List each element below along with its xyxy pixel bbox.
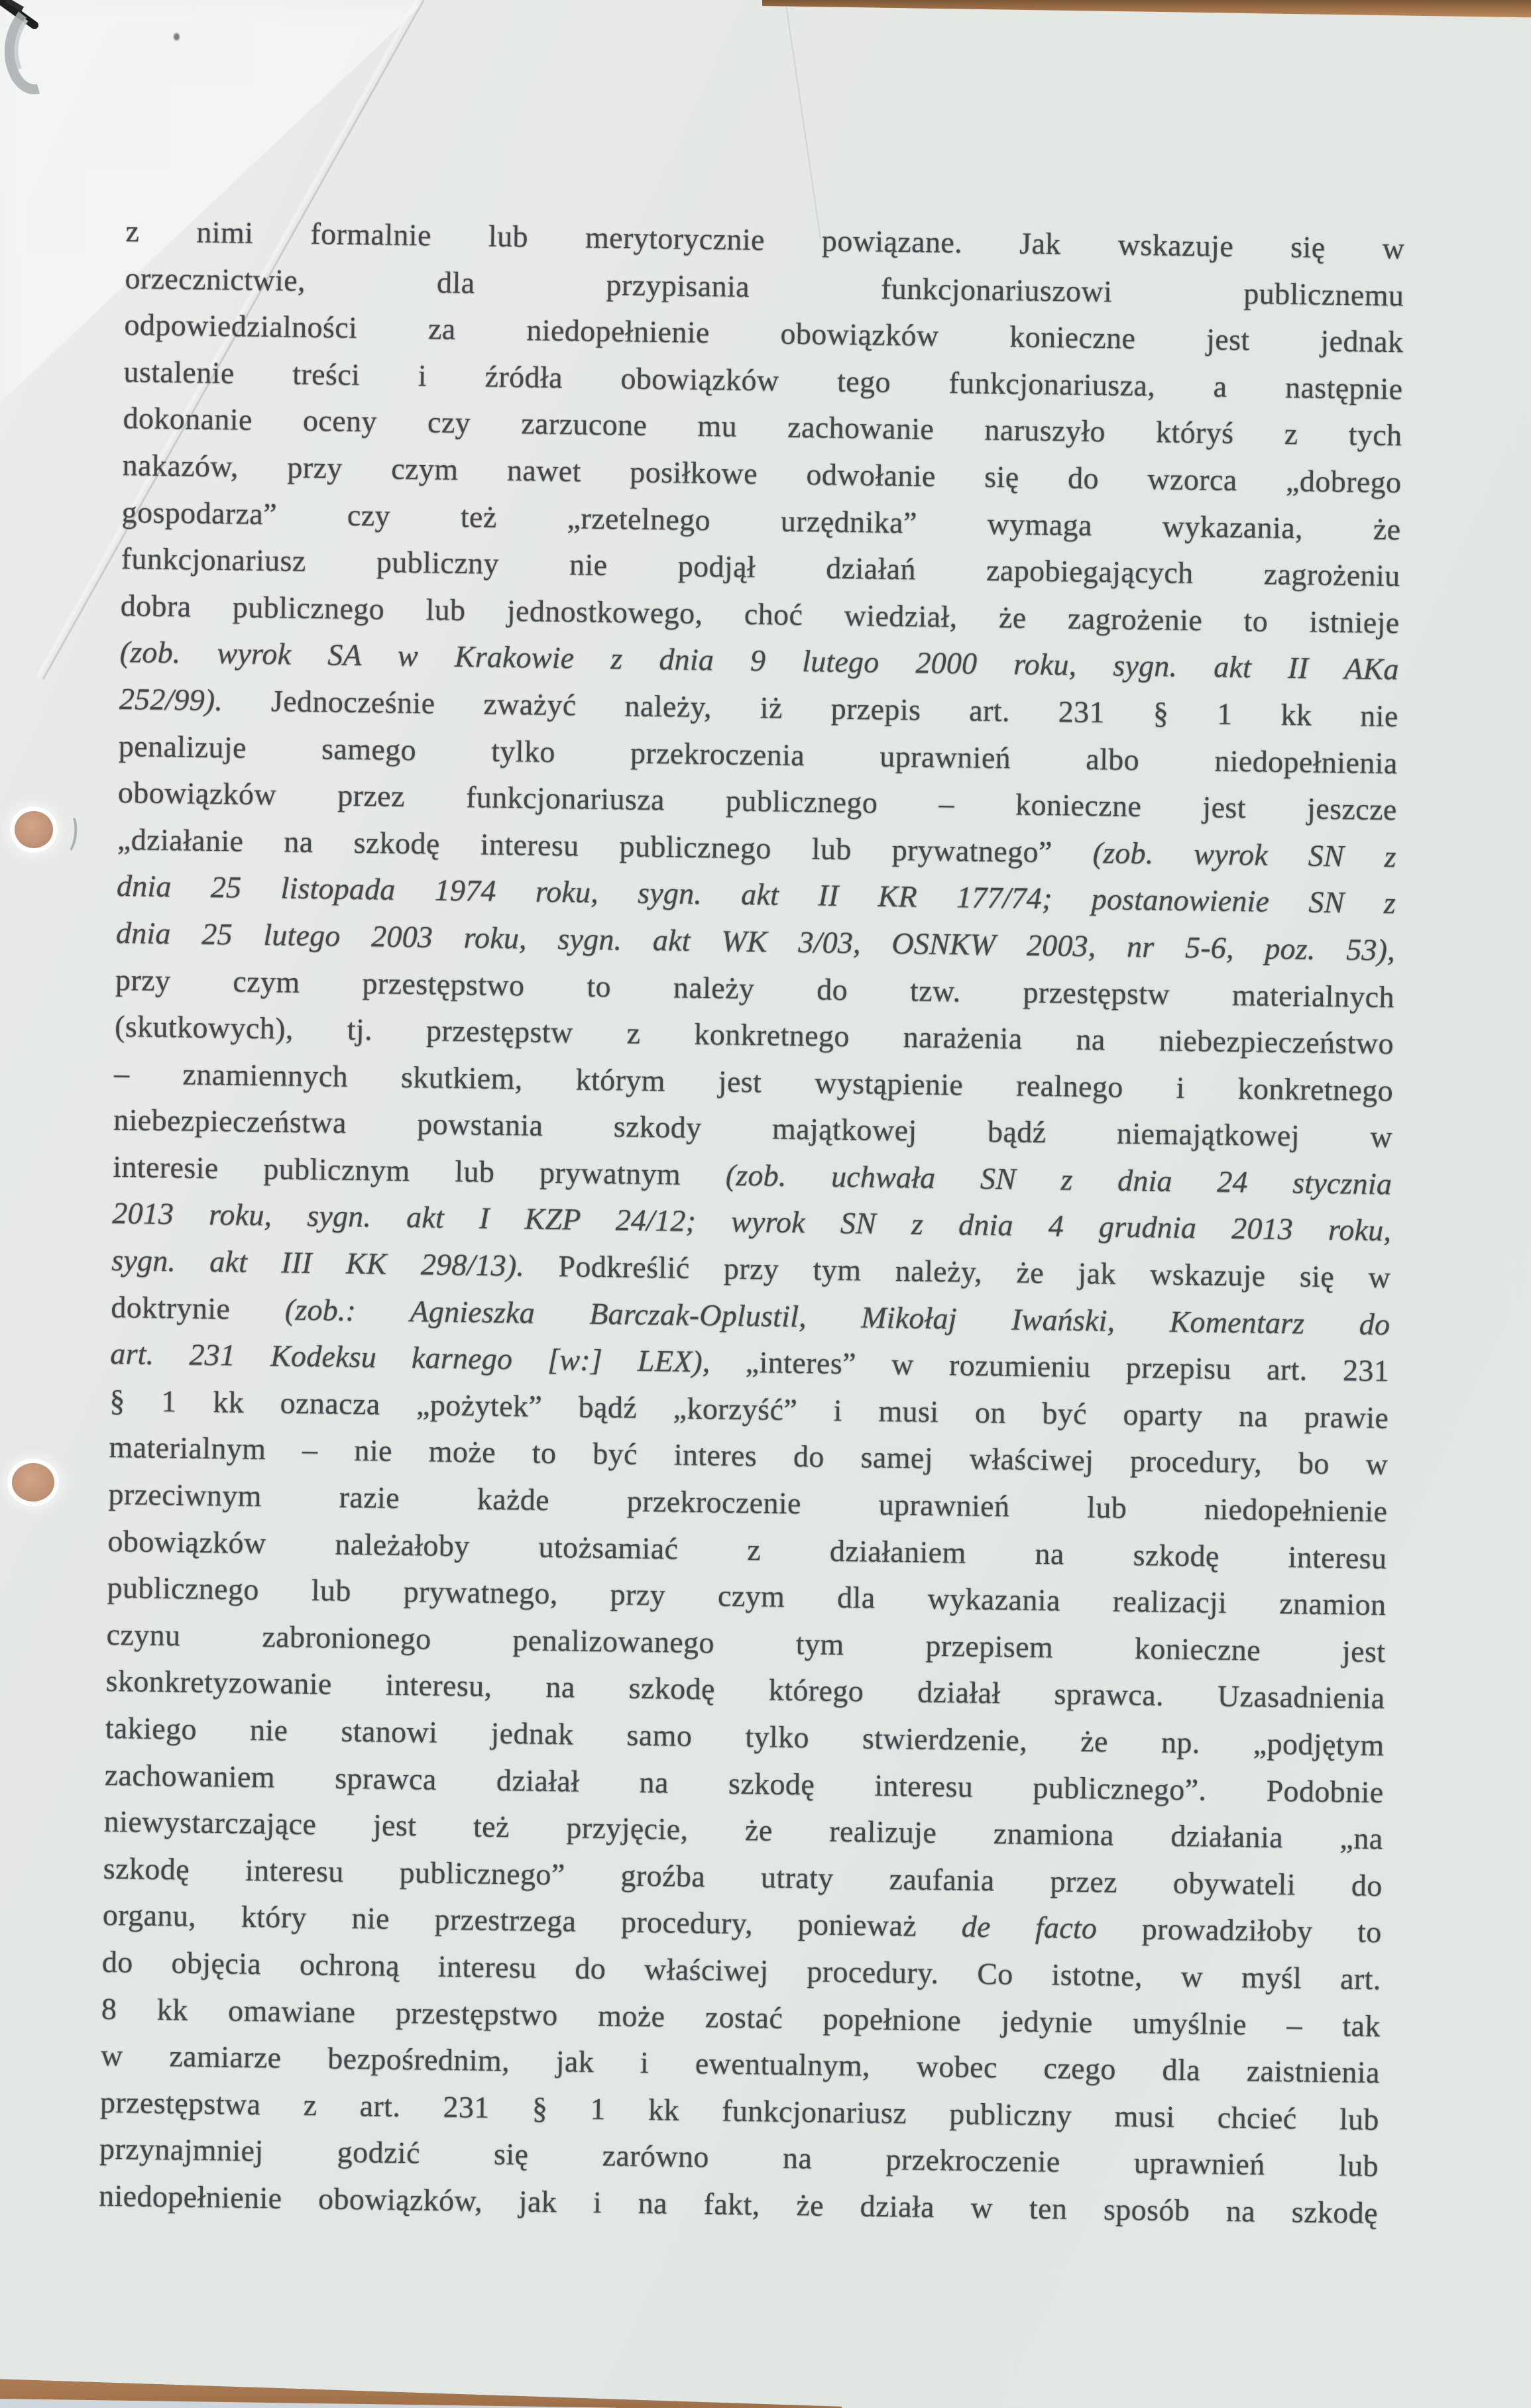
text-line: – znamiennych skutkiem, którym jest wystąpienie realnego i konkretnego <box>113 1056 1394 1107</box>
text-line: nakazów, przy czym nawet posiłkowe odwołanie się do wzorca „dobrego <box>122 447 1402 500</box>
text-line: dokonanie oceny czy zarzucone mu zachowanie naruszyło któryś z tych <box>123 401 1402 453</box>
text-line: niedopełnienie obowiązków, jak i na fakt, że działa w ten sposób na szkodę <box>98 2178 1379 2230</box>
text-line: art. 231 Kodeksu karnego [w:] LEX), „interes” w rozumieniu przepisu art. 231 <box>110 1337 1390 1388</box>
text-line: doktrynie (zob.: Agnieszka Barczak-Oplustil, Mikołaj Iwański, Komentarz do <box>111 1289 1390 1341</box>
text-line: takiego nie stanowi jednak samo tylko stwierdzenie, że np. „podjętym <box>105 1710 1385 1763</box>
text-line: przestępstwa z art. 231 § 1 kk funkcjonariusz publiczny musi chcieć lub <box>99 2085 1380 2136</box>
text-line: obowiązków należałoby utożsamiać z działaniem na szkodę interesu <box>107 1523 1387 1575</box>
text-line: z nimi formalnie lub merytorycznie powiązane. Jak wskazuje się w <box>125 213 1405 266</box>
text-line: § 1 kk oznacza „pożytek” bądź „korzyść” i musi on być oparty na prawie <box>109 1383 1389 1435</box>
text-line: 8 kk omawiane przestępstwo może zostać popełnione jedynie umyślnie – tak <box>101 1991 1381 2043</box>
corner-artifact <box>0 0 80 113</box>
text-line: ustalenie treści i źródła obowiązków tego funkcjonariusza, a następnie <box>123 354 1403 406</box>
hole-punch-shadow <box>58 812 79 855</box>
scan-edge-top <box>762 0 1531 20</box>
scan-speck <box>174 33 180 40</box>
text-line: 252/99). Jednocześnie zważyć należy, iż przepis art. 231 § 1 kk nie <box>119 681 1399 734</box>
text-line: niewystarczające jest też przyjęcie, że realizuje znamiona działania „na <box>103 1804 1384 1856</box>
text-line: organu, który nie przestrzega procedury, ponieważ de facto prowadziłoby to <box>102 1898 1383 1949</box>
text-line: skonkretyzowanie interesu, na szkodę którego działał sprawca. Uzasadnienia <box>105 1664 1385 1716</box>
text-line: materialnym – nie może to być interes do samej właściwej procedury, bo w <box>109 1430 1389 1482</box>
text-line: „działanie na szkodę interesu publicznego lub prywatnego” (zob. wyrok SN z <box>117 822 1397 873</box>
text-line: 2013 roku, sygn. akt I KZP 24/12; wyrok SN z dnia 4 grudnia 2013 roku, <box>112 1196 1392 1248</box>
text-line: gospodarza” czy też „rzetelnego urzędnika” wymaga wykazania, że <box>121 494 1401 546</box>
text-line: penalizuje samego tylko przekroczenia uprawnień albo niedopełnienia <box>118 728 1398 780</box>
text-line: (zob. wyrok SA w Krakowie z dnia 9 lutego 2000 roku, sygn. akt II AKa <box>119 635 1400 686</box>
document-text <box>99 208 1405 2237</box>
text-line: czynu zabronionego penalizowanego tym przepisem konieczne jest <box>106 1617 1386 1669</box>
text-line: przynajmniej godzić się zarówno na przekroczenie uprawnień lub <box>99 2132 1379 2183</box>
text-line: zachowaniem sprawca działał na szkodę interesu publicznego”. Podobnie <box>104 1757 1384 1809</box>
text-line: sygn. akt III KK 298/13). Podkreślić przy tym należy, że jak wskazuje się w <box>111 1242 1391 1295</box>
hole-punch <box>15 811 53 848</box>
text-line: dnia 25 lutego 2003 roku, sygn. akt WK 3/03, OSNKW 2003, nr 5-6, poz. 53), <box>115 915 1396 967</box>
text-line: (skutkowych), tj. przestępstw z konkretnego narażenia na niebezpieczeństwo <box>114 1009 1394 1061</box>
text-line: dnia 25 listopada 1974 roku, sygn. akt II KR 177/74; postanowienie SN z <box>116 869 1396 920</box>
text-line: przeciwnym razie każde przekroczenie uprawnień lub niedopełnienie <box>108 1476 1388 1529</box>
text-line: szkodę interesu publicznego” groźba utraty zaufania przez obywateli do <box>103 1851 1383 1902</box>
text-line: orzecznictwie, dla przypisania funkcjonariuszowi publicznemu <box>125 260 1404 312</box>
text-line: funkcjonariusz publiczny nie podjął działań zapobiegających zagrożeniu <box>121 541 1400 593</box>
text-line: w zamiarze bezpośrednim, jak i ewentualnym, wobec czego dla zaistnienia <box>100 2038 1381 2090</box>
text-line: do objęcia ochroną interesu do właściwej procedury. Co istotne, w myśl art. <box>101 1944 1382 1996</box>
text-line: odpowiedzialności za niedopełnienie obowiązków konieczne jest jednak <box>124 307 1404 359</box>
text-line: obowiązków przez funkcjonariusza publicznego – konieczne jest jeszcze <box>117 775 1398 827</box>
text-line: przy czym przestępstwo to należy do tzw. przestępstw materialnych <box>115 962 1395 1014</box>
text-line: niebezpieczeństwa powstania szkody majątkowej bądź niemajątkowej w <box>113 1103 1393 1154</box>
text-line: publicznego lub prywatnego, przy czym dla wykazania realizacji znamion <box>107 1570 1387 1622</box>
hole-punch <box>12 1463 54 1502</box>
text-line: interesie publicznym lub prywatnym (zob. uchwała SN z dnia 24 stycznia <box>112 1149 1392 1201</box>
text-line: dobra publicznego lub jednostkowego, choć wiedział, że zagrożenie to istnieje <box>120 588 1400 639</box>
